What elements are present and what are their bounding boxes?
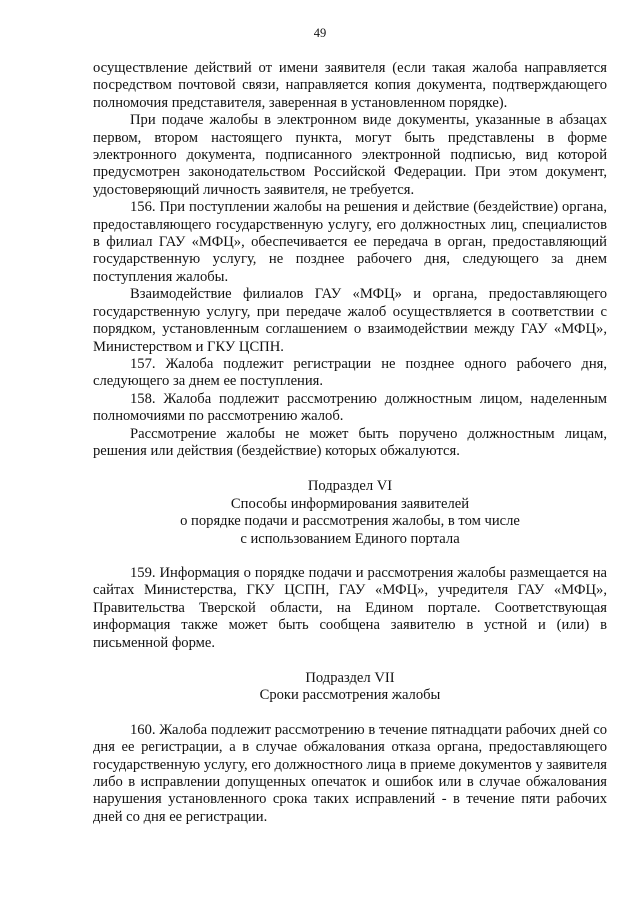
paragraph-review-restriction: Рассмотрение жалобы не может быть поручено должностным лицам, решения или действия (бездействие) которых обжалуются. [93, 425, 607, 459]
paragraph-158: 158. Жалоба подлежит рассмотрению должностным лицом, наделенным полномочиями по рассмотрению жалоб. [93, 390, 607, 425]
paragraph-continuation: осуществление действий от имени заявителя (если такая жалоба направляется посредством почтовой связи, направляется копия документа, подтверждающего полномочия представителя, заверенная в установленном порядке). [93, 60, 607, 111]
section-vi-title: Подраздел VI [307, 478, 393, 495]
section-vii-heading [93, 670, 607, 705]
paragraph-156: 156. При поступлении жалобы на решения и действие (бездействие) органа, предоставляющего государственную услугу, его должностных лиц, специалистов в филиал ГАУ «МФЦ», обеспечивается ее передача в орган, предоставляющий государственную услугу, не позднее рабочего дня, следующего за днем поступления жалобы. [93, 199, 607, 285]
section-vii-line: Сроки рассмотрения жалобы [259, 687, 441, 704]
section-vi-line: о порядке подачи и рассмотрения жалобы, в том числе [180, 513, 520, 530]
section-vii-title: Подраздел VII [305, 670, 395, 686]
page-number: 49 [313, 26, 327, 40]
section-vi-line: с использованием Единого портала [240, 530, 460, 547]
section-vi-line: Способы информирования заявителей [230, 495, 470, 512]
paragraph-electronic-submission: При подаче жалобы в электронном виде документы, указанные в абзацах первом, втором настоящего пункта, могут быть представлены в форме электронного документа, подписанного электронной подписью, вид которой предусмотрен законодательством Российской Федерации. При этом документ, удостоверяющий личность заявителя, не требуется. [93, 112, 607, 198]
document-body [93, 60, 607, 826]
paragraph-157: 157. Жалоба подлежит регистрации не позднее одного рабочего дня, следующего за днем ее поступления. [93, 355, 607, 390]
paragraph-160: 160. Жалоба подлежит рассмотрению в течение пятнадцати рабочих дней со дня ее регистрации, а в случае обжалования отказа органа, предоставляющего государственную услугу, его должностного лица в приеме документов у заявителя либо в исправлении допущенных опечаток и ошибок или в случае обжалования нарушения установленного срока таких исправлений - в течение пяти рабочих дней со дня ее регистрации. [93, 721, 607, 825]
paragraph-159: 159. Информация о порядке подачи и рассмотрения жалобы размещается на сайтах Министерства, ГКУ ЦСПН, ГАУ «МФЦ», учредителя ГАУ «МФЦ», Правительства Тверской области, на Едином портале. Соответствующая информация также может быть сообщена заявителю в устной и (или) в письменной форме. [93, 564, 607, 651]
paragraph-mfc-interaction: Взаимодействие филиалов ГАУ «МФЦ» и органа, предоставляющего государственную услугу, при передаче жалоб осуществляется в соответствии с порядком, установленным соглашением о взаимодействии между ГАУ «МФЦ», Министерством и ГКУ ЦСПН. [93, 286, 607, 355]
section-vi-heading [93, 478, 607, 548]
